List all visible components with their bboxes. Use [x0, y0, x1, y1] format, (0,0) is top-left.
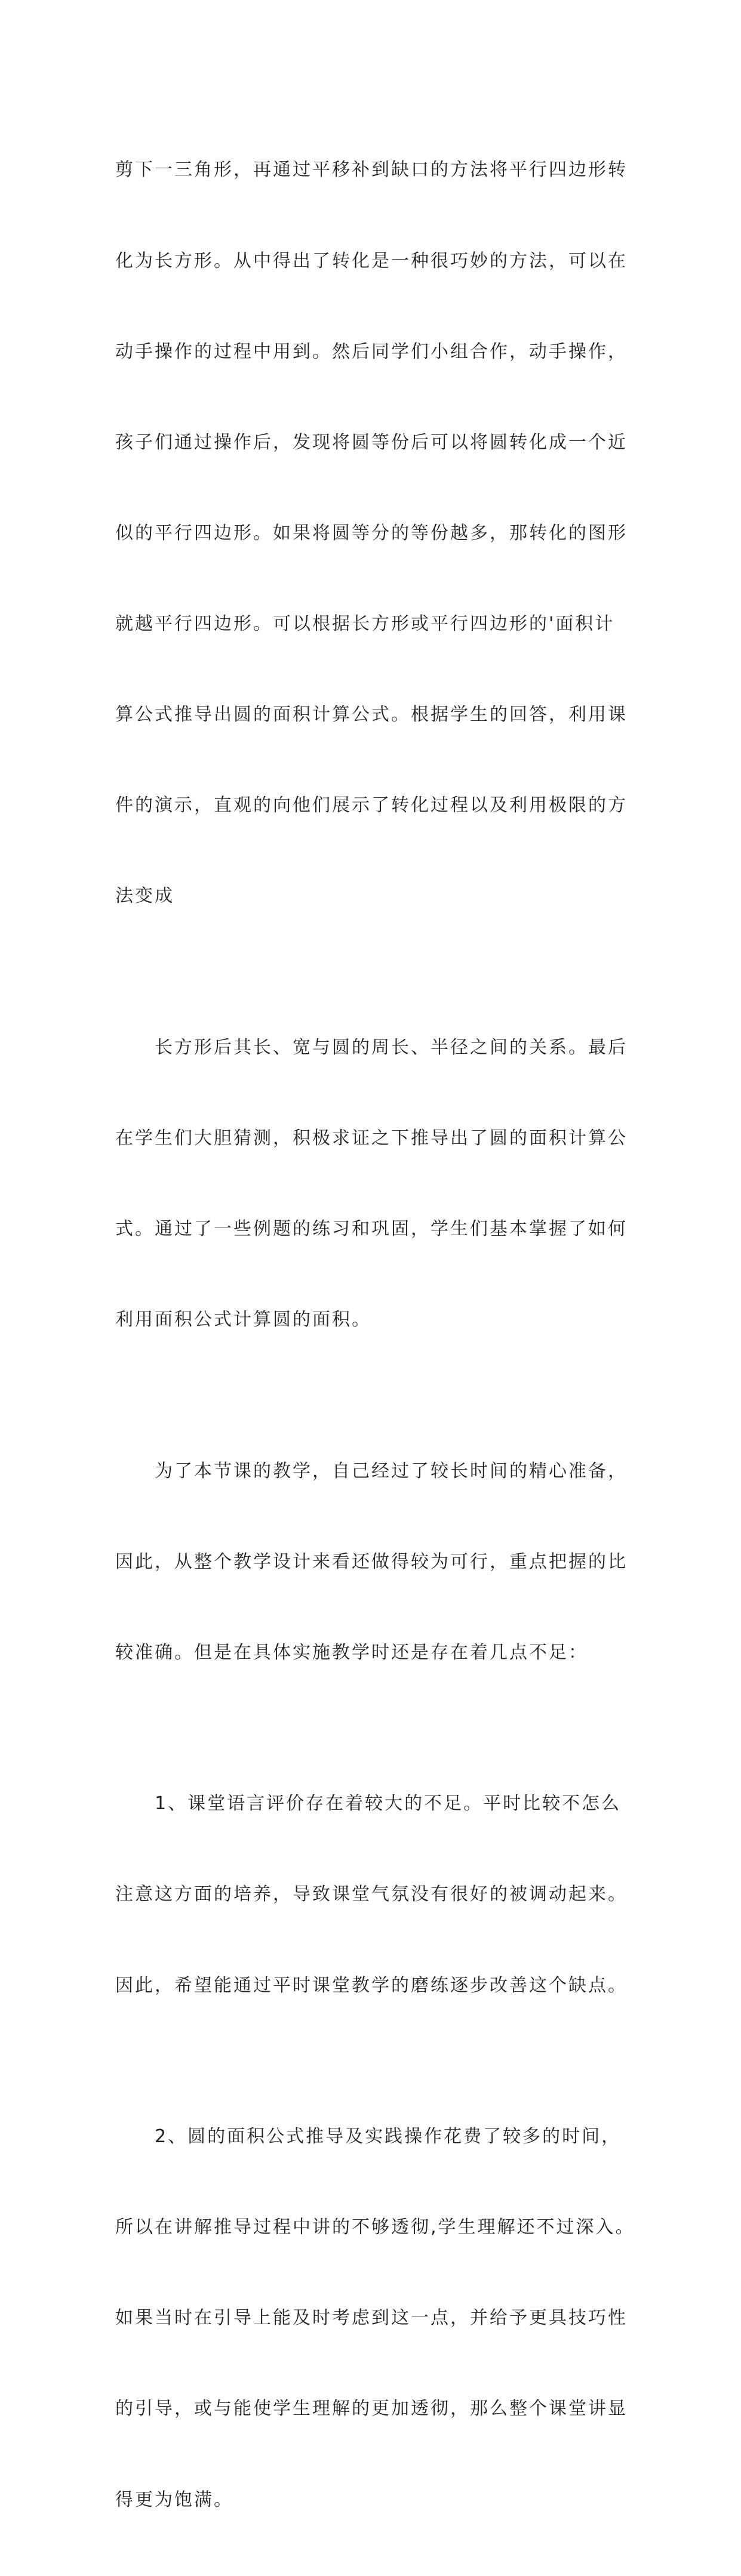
- paragraph-5: [115, 2062, 641, 2576]
- document-body: [115, 95, 641, 2576]
- text-line: 似的平行四边形。如果将圆等分的等份越多，那转化的图形: [115, 522, 628, 544]
- text-line: 较准确。但是在具体实施教学时还是存在着几点不足：: [115, 1642, 588, 1663]
- text-line: 利用面积公式计算圆的面积。: [115, 1309, 371, 1331]
- text-line: 剪下一三角形，再通过平移补到缺口的方法将平行四边形转: [115, 159, 628, 181]
- text-line: 孩子们通过操作后，发现将圆等份后可以将圆转化成一个近: [115, 431, 628, 453]
- text-line: 如果当时在引导上能及时考虑到这一点，并给予更具技巧性: [115, 2307, 628, 2329]
- text-line: 法变成: [115, 886, 174, 907]
- text-line: 因此，从整个教学设计来看还做得较为可行，重点把握的比: [115, 1551, 628, 1572]
- text-line: 就越平行四边形。可以根据长方形或平行四边形的'面积计: [115, 613, 615, 634]
- text-line: 动手操作的过程中用到。然后同学们小组合作，动手操作，: [115, 341, 628, 362]
- text-line: 件的演示，直观的向他们展示了转化过程以及利用极限的方: [115, 795, 628, 816]
- text-line: 所以在讲解推导过程中讲的不够透彻,学生理解还不过深入。: [115, 2217, 635, 2238]
- text-line: 2、圆的面积公式推导及实践操作花费了较多的时间，: [115, 2126, 622, 2148]
- text-line: 为了本节课的教学，自己经过了较长时间的精心准备，: [115, 1460, 628, 1482]
- text-line: 1、课堂语言评价存在着较大的不足。平时比较不怎么: [115, 1793, 622, 1815]
- text-line: 化为长方形。从中得出了转化是一种很巧妙的方法，可以在: [115, 250, 628, 272]
- paragraph-4: [115, 1729, 641, 2062]
- paragraph-2: [115, 972, 641, 1396]
- text-line: 长方形后其长、宽与圆的周长、半径之间的关系。最后: [115, 1036, 628, 1058]
- text-line: 得更为饱满。: [115, 2489, 233, 2510]
- text-line: 在学生们大胆猜测，积极求证之下推导出了圆的面积计算公: [115, 1127, 628, 1149]
- text-line: 的引导，或与能使学生理解的更加透彻，那么整个课堂讲显: [115, 2398, 628, 2420]
- text-line: 因此，希望能通过平时课堂教学的磨练逐步改善这个缺点。: [115, 1975, 628, 1996]
- paragraph-1: [115, 95, 641, 972]
- paragraph-3: [115, 1396, 641, 1729]
- text-line: 算公式推导出圆的面积计算公式。根据学生的回答，利用课: [115, 704, 628, 726]
- text-line: 注意这方面的培养，导致课堂气氛没有很好的被调动起来。: [115, 1884, 628, 1905]
- text-line: 式。通过了一些例题的练习和巩固，学生们基本掌握了如何: [115, 1218, 628, 1240]
